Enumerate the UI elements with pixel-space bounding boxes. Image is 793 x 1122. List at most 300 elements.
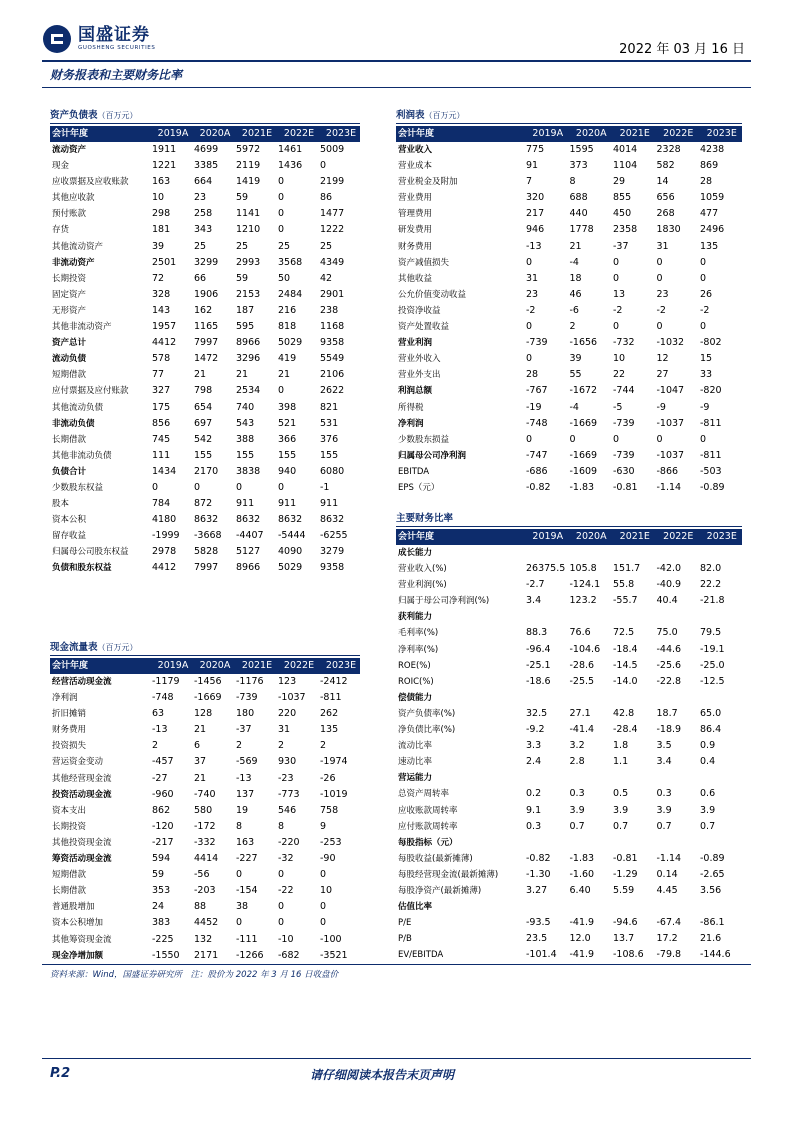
header-year: 2021E bbox=[241, 128, 273, 139]
row-value: 0 bbox=[278, 869, 285, 881]
row-label: 每股净资产(最新摊薄) bbox=[398, 885, 482, 896]
row-value: 175 bbox=[152, 401, 171, 413]
row-value: -748 bbox=[152, 692, 174, 704]
row-value: 66 bbox=[194, 272, 207, 284]
row-value: 1472 bbox=[194, 353, 219, 365]
row-value: -820 bbox=[700, 385, 722, 397]
row-label: EBITDA bbox=[398, 466, 430, 477]
row-value: 27.1 bbox=[569, 707, 591, 719]
row-value: -25.5 bbox=[569, 675, 595, 687]
row-value: -1.14 bbox=[656, 852, 682, 864]
row-value: -802 bbox=[700, 337, 722, 349]
row-value: 0.7 bbox=[700, 820, 716, 832]
row-label: ROE(%) bbox=[398, 660, 431, 671]
row-label: 资产总计 bbox=[52, 338, 87, 349]
row-value: 12.0 bbox=[569, 933, 591, 945]
row-label: 归属于母公司净利润(%) bbox=[398, 596, 490, 607]
table-row bbox=[396, 206, 742, 222]
row-value: 0.6 bbox=[700, 788, 716, 800]
row-value bbox=[613, 835, 657, 851]
row-value: 5549 bbox=[320, 353, 345, 365]
row-value: -55.7 bbox=[613, 595, 638, 607]
row-value: -21.8 bbox=[700, 595, 725, 607]
row-value: 39 bbox=[152, 240, 165, 252]
table-row bbox=[50, 222, 360, 238]
row-value: 654 bbox=[194, 401, 213, 413]
row-value: 88 bbox=[194, 901, 207, 913]
row-value: 4238 bbox=[700, 144, 725, 155]
row-label: 应收票据及应收账款 bbox=[52, 177, 129, 188]
row-value: 4412 bbox=[152, 337, 177, 349]
row-value: -739 bbox=[613, 449, 635, 461]
row-value: 132 bbox=[194, 933, 213, 945]
row-label: 资产减值损失 bbox=[398, 257, 450, 268]
row-value: 23.5 bbox=[526, 933, 548, 945]
row-label: 长期借款 bbox=[52, 434, 87, 445]
row-value: 105.8 bbox=[569, 563, 597, 575]
table-row bbox=[50, 754, 360, 770]
row-value: 162 bbox=[194, 304, 213, 316]
row-value: -3521 bbox=[320, 949, 348, 961]
row-value: 13 bbox=[613, 288, 626, 300]
row-value: 25 bbox=[236, 240, 249, 252]
table-row bbox=[50, 480, 360, 496]
row-value: -100 bbox=[320, 933, 342, 945]
row-value: 8632 bbox=[194, 514, 219, 526]
row-value: -104.6 bbox=[569, 643, 601, 655]
row-value: 181 bbox=[152, 224, 171, 236]
row-label: 偿债能力 bbox=[398, 692, 433, 703]
row-value: 0 bbox=[278, 192, 285, 204]
row-value: 32.5 bbox=[526, 707, 548, 719]
table-title bbox=[396, 511, 742, 527]
row-value: 946 bbox=[526, 224, 545, 236]
row-value: 298 bbox=[152, 208, 171, 220]
row-value: -5 bbox=[613, 401, 623, 413]
row-label: 营业费用 bbox=[398, 193, 433, 204]
row-value: 664 bbox=[194, 176, 213, 188]
row-value: 86.4 bbox=[700, 724, 722, 736]
row-value: 77 bbox=[152, 369, 165, 381]
row-label: 每股收益(最新摊薄) bbox=[398, 853, 473, 864]
row-label: 投资损失 bbox=[52, 741, 87, 752]
row-label: 普通股增加 bbox=[52, 902, 95, 913]
balance-sheet-table bbox=[50, 108, 360, 577]
header-year: 2021E bbox=[619, 531, 650, 542]
row-value: -1047 bbox=[656, 385, 685, 397]
row-label: 筹资活动现金流 bbox=[52, 854, 112, 865]
row-value: -2 bbox=[526, 304, 536, 316]
row-value: -1669 bbox=[569, 417, 598, 429]
row-value: -1.29 bbox=[613, 868, 638, 880]
row-value: 4452 bbox=[194, 917, 219, 929]
data-source-note: 资料来源：Wind，国盛证券研究所 注：股价为 2022 年 3 月 16 日收盘价 bbox=[50, 970, 339, 980]
row-value: -2 bbox=[700, 304, 710, 316]
table-row bbox=[396, 738, 742, 754]
table-row bbox=[396, 609, 742, 625]
row-value: 5029 bbox=[278, 337, 303, 349]
row-value: -866 bbox=[656, 465, 679, 477]
row-value: -217 bbox=[152, 836, 174, 848]
row-label: 营业利润 bbox=[398, 338, 433, 349]
row-value: 151.7 bbox=[613, 563, 641, 575]
row-value: -56 bbox=[194, 869, 210, 881]
row-value: 0.2 bbox=[526, 788, 542, 800]
row-value: 86 bbox=[320, 192, 333, 204]
table-row bbox=[396, 255, 742, 271]
table-row bbox=[396, 770, 742, 786]
table-header-row bbox=[396, 126, 742, 142]
table-row bbox=[50, 674, 360, 690]
row-value: 3.5 bbox=[656, 740, 672, 752]
row-value: 1059 bbox=[700, 192, 725, 204]
table-row bbox=[50, 738, 360, 754]
row-value: 2 bbox=[236, 740, 243, 752]
row-value: 2.4 bbox=[526, 756, 542, 768]
row-value bbox=[526, 609, 570, 625]
row-value: 2 bbox=[152, 740, 159, 752]
row-value: 1221 bbox=[152, 160, 177, 172]
row-value: -740 bbox=[194, 788, 216, 800]
cash-flow-table bbox=[50, 640, 360, 964]
row-value: 376 bbox=[320, 433, 339, 445]
row-value: 2 bbox=[569, 321, 576, 333]
row-value: -111 bbox=[236, 933, 258, 945]
row-value: -13 bbox=[152, 724, 168, 736]
table-row bbox=[50, 787, 360, 803]
row-value: 0 bbox=[526, 353, 533, 365]
row-value: -1656 bbox=[569, 337, 598, 349]
header-label: 会计年度 bbox=[398, 532, 435, 542]
row-label: 净负债比率(%) bbox=[398, 725, 456, 736]
row-value: 6080 bbox=[320, 465, 345, 477]
row-value: 0 bbox=[236, 481, 243, 493]
row-value: 155 bbox=[236, 449, 255, 461]
row-value: -1.30 bbox=[526, 868, 551, 880]
table-title-text: 主要财务比率 bbox=[396, 513, 454, 524]
row-label: 净利润 bbox=[52, 693, 78, 704]
row-value: 578 bbox=[152, 353, 171, 365]
header-year: 2020A bbox=[575, 531, 607, 542]
row-value: 0.9 bbox=[700, 740, 716, 752]
row-value: 1830 bbox=[656, 224, 681, 236]
table-row bbox=[50, 544, 360, 560]
table-row bbox=[396, 239, 742, 255]
row-value: 388 bbox=[236, 433, 255, 445]
header-year: 2022E bbox=[663, 128, 694, 139]
row-value: 10 bbox=[320, 885, 333, 897]
row-label: 公允价值变动收益 bbox=[398, 289, 467, 300]
row-value: -41.9 bbox=[569, 917, 595, 929]
row-value bbox=[570, 609, 614, 625]
row-value: 19 bbox=[236, 804, 249, 816]
row-value: 25 bbox=[320, 240, 333, 252]
row-value: 784 bbox=[152, 498, 171, 510]
table-row bbox=[50, 158, 360, 174]
row-value: 88.3 bbox=[526, 627, 548, 639]
row-value: 1419 bbox=[236, 176, 261, 188]
row-value: 0 bbox=[278, 481, 285, 493]
row-value: 2622 bbox=[320, 385, 345, 397]
row-value: 59 bbox=[236, 272, 249, 284]
row-value: 37 bbox=[194, 756, 207, 768]
row-label: 所得税 bbox=[398, 402, 424, 413]
row-value bbox=[700, 899, 744, 915]
row-value: -332 bbox=[194, 836, 216, 848]
row-label: 无形资产 bbox=[52, 305, 87, 316]
row-label: 其他投资现金流 bbox=[52, 837, 112, 848]
table-unit: （百万元） bbox=[97, 643, 138, 652]
table-row bbox=[50, 303, 360, 319]
row-label: 短期借款 bbox=[52, 870, 87, 881]
row-value: 143 bbox=[152, 304, 171, 316]
row-label: 成长能力 bbox=[398, 548, 433, 558]
row-value: -773 bbox=[278, 788, 300, 800]
row-value: 17.2 bbox=[656, 933, 678, 945]
row-value: -1266 bbox=[236, 949, 264, 961]
row-value: 1141 bbox=[236, 208, 261, 220]
row-value: 1.1 bbox=[613, 756, 629, 768]
row-value: -101.4 bbox=[526, 949, 557, 961]
row-value: 4412 bbox=[152, 562, 177, 574]
row-value: 31 bbox=[656, 240, 669, 252]
row-value: 123 bbox=[278, 676, 297, 687]
table-row bbox=[396, 658, 742, 674]
row-value: 343 bbox=[194, 224, 213, 236]
row-value bbox=[613, 545, 657, 561]
row-value: 1911 bbox=[152, 144, 177, 155]
row-value: 656 bbox=[656, 192, 675, 204]
row-label: 速动比率 bbox=[398, 757, 433, 768]
row-value: -1.83 bbox=[569, 852, 595, 864]
row-value: 3.9 bbox=[700, 804, 716, 816]
row-value: 76.6 bbox=[569, 627, 591, 639]
row-value: 2501 bbox=[152, 256, 177, 268]
row-value: 697 bbox=[194, 417, 213, 429]
table-row bbox=[50, 512, 360, 528]
table-row bbox=[396, 722, 742, 738]
row-value: 580 bbox=[194, 804, 213, 816]
row-value: 23 bbox=[526, 288, 539, 300]
row-value: 2 bbox=[320, 740, 327, 752]
row-label: 营业外收入 bbox=[398, 354, 441, 365]
row-value: 3.4 bbox=[526, 595, 542, 607]
table-row bbox=[396, 271, 742, 287]
row-value: 155 bbox=[194, 449, 213, 461]
row-value: 0.3 bbox=[526, 820, 542, 832]
table-row bbox=[396, 835, 742, 851]
row-value: 0.4 bbox=[700, 756, 716, 768]
row-value: -1179 bbox=[152, 676, 180, 687]
table-row bbox=[50, 722, 360, 738]
table-title bbox=[50, 108, 360, 124]
table-row bbox=[50, 851, 360, 867]
row-value: 137 bbox=[236, 788, 255, 800]
row-value: 7997 bbox=[194, 562, 219, 574]
row-value: 21 bbox=[569, 240, 582, 252]
row-value: 3838 bbox=[236, 465, 261, 477]
row-value: 1436 bbox=[278, 160, 303, 172]
row-value: -120 bbox=[152, 820, 174, 832]
row-label: 毛利率(%) bbox=[398, 628, 439, 639]
table-row bbox=[50, 400, 360, 416]
row-value: 9 bbox=[320, 820, 327, 832]
row-value: -4 bbox=[569, 401, 579, 413]
row-value: -108.6 bbox=[613, 949, 644, 961]
row-value: 22.2 bbox=[700, 579, 722, 591]
row-label: 非流动负债 bbox=[52, 418, 95, 429]
row-value: -94.6 bbox=[613, 917, 638, 929]
row-value: 328 bbox=[152, 288, 171, 300]
table-row bbox=[396, 803, 742, 819]
row-value: 1104 bbox=[613, 160, 638, 172]
table-row bbox=[396, 577, 742, 593]
row-label: 少数股东损益 bbox=[398, 434, 450, 445]
table-title-text: 利润表 bbox=[396, 110, 425, 121]
row-label: 负债合计 bbox=[52, 466, 87, 477]
row-value: 155 bbox=[320, 449, 339, 461]
table-row bbox=[396, 674, 742, 690]
row-value: -1037 bbox=[656, 417, 685, 429]
row-value: 258 bbox=[194, 208, 213, 220]
row-label: 估值比率 bbox=[398, 902, 433, 913]
row-value: 0 bbox=[236, 869, 243, 881]
row-value: 477 bbox=[700, 208, 719, 220]
row-value: 542 bbox=[194, 433, 213, 445]
row-value: -42.0 bbox=[656, 563, 682, 575]
row-label: 资本公积 bbox=[52, 515, 87, 526]
row-value: -811 bbox=[700, 417, 722, 429]
row-value: 72 bbox=[152, 272, 165, 284]
row-value: 320 bbox=[526, 192, 545, 204]
row-value: 0 bbox=[320, 901, 327, 913]
row-value: 40.4 bbox=[656, 595, 678, 607]
row-label: 应付票据及应付账款 bbox=[52, 386, 129, 397]
row-label: 每股指标（元） bbox=[398, 837, 458, 848]
row-value: 0 bbox=[194, 481, 201, 493]
row-value: 2978 bbox=[152, 546, 177, 558]
row-value: 383 bbox=[152, 917, 171, 929]
row-value: 1.8 bbox=[613, 740, 629, 752]
table-row bbox=[50, 206, 360, 222]
row-value: 4180 bbox=[152, 514, 177, 526]
row-value: 531 bbox=[320, 417, 339, 429]
row-value: 862 bbox=[152, 804, 171, 816]
row-value: 3296 bbox=[236, 353, 261, 365]
table-header-row bbox=[396, 529, 742, 545]
row-label: 总资产周转率 bbox=[398, 789, 450, 800]
row-value: 4014 bbox=[613, 144, 638, 155]
row-value: 163 bbox=[152, 176, 171, 188]
row-value: 42 bbox=[320, 272, 333, 284]
row-value: 0 bbox=[569, 433, 576, 445]
section-title: 财务报表和主要财务比率 bbox=[50, 68, 183, 82]
row-value: 3.3 bbox=[526, 740, 542, 752]
row-label: 其他筹资现金流 bbox=[52, 934, 112, 945]
row-value bbox=[526, 770, 570, 786]
row-value: 25 bbox=[278, 240, 291, 252]
row-label: 每股经营现金流(最新摊薄) bbox=[398, 869, 499, 880]
table-row bbox=[50, 287, 360, 303]
row-value: 1222 bbox=[320, 224, 345, 236]
row-value: 2496 bbox=[700, 224, 725, 236]
row-value: 0 bbox=[613, 321, 620, 333]
row-value: 5029 bbox=[278, 562, 303, 574]
row-value: -93.5 bbox=[526, 917, 551, 929]
table-row bbox=[50, 190, 360, 206]
row-value: 4349 bbox=[320, 256, 345, 268]
row-value: 2993 bbox=[236, 256, 261, 268]
row-value: -19 bbox=[526, 401, 542, 413]
table-row bbox=[396, 480, 742, 496]
row-value: -12.5 bbox=[700, 675, 725, 687]
row-value: -9 bbox=[656, 401, 666, 413]
row-value: 123.2 bbox=[569, 595, 597, 607]
header-divider bbox=[42, 60, 751, 62]
table-row bbox=[50, 690, 360, 706]
table-row bbox=[50, 528, 360, 544]
row-value: 6 bbox=[194, 740, 201, 752]
page-number: P.2 bbox=[50, 1066, 71, 1081]
row-value bbox=[570, 770, 614, 786]
row-value: -811 bbox=[700, 449, 722, 461]
row-value: -9 bbox=[700, 401, 710, 413]
row-value bbox=[657, 770, 701, 786]
row-value: -225 bbox=[152, 933, 174, 945]
row-value: 21 bbox=[194, 724, 207, 736]
table-row bbox=[50, 271, 360, 287]
table-row bbox=[50, 367, 360, 383]
row-value: 1461 bbox=[278, 144, 303, 155]
row-value: -682 bbox=[278, 949, 300, 961]
header-year: 2021E bbox=[241, 660, 273, 671]
row-value: 23 bbox=[656, 288, 669, 300]
table-header-row bbox=[50, 126, 360, 142]
row-value: 0 bbox=[700, 321, 707, 333]
row-value: 745 bbox=[152, 433, 171, 445]
row-value: 1906 bbox=[194, 288, 219, 300]
logo-mark-icon bbox=[42, 24, 72, 54]
table-row bbox=[50, 416, 360, 432]
row-value: 72.5 bbox=[613, 627, 635, 639]
table-row bbox=[50, 174, 360, 190]
footer-divider bbox=[42, 964, 751, 965]
row-label: 归属母公司净利润 bbox=[398, 450, 467, 461]
row-value: 111 bbox=[152, 449, 171, 461]
table-row bbox=[50, 706, 360, 722]
row-value: 8 bbox=[236, 820, 243, 832]
header-year: 2019A bbox=[157, 660, 189, 671]
row-value: 91 bbox=[526, 160, 539, 172]
row-value: -23 bbox=[278, 772, 294, 784]
row-value: 26 bbox=[700, 288, 713, 300]
row-value: -0.89 bbox=[700, 481, 725, 493]
row-value: 31 bbox=[526, 272, 539, 284]
row-label: 股本 bbox=[52, 499, 70, 510]
row-label: 资本支出 bbox=[52, 805, 87, 816]
header-label: 会计年度 bbox=[398, 129, 435, 139]
row-label: 其他收益 bbox=[398, 273, 433, 284]
table-row bbox=[50, 335, 360, 351]
row-value: -1032 bbox=[656, 337, 685, 349]
table-row bbox=[396, 174, 742, 190]
row-value: 775 bbox=[526, 144, 545, 155]
row-value: 3299 bbox=[194, 256, 219, 268]
row-value bbox=[700, 690, 744, 706]
report-date: 2022 年 03 月 16 日 bbox=[619, 42, 745, 57]
row-value: 55 bbox=[569, 369, 582, 381]
row-value: 0 bbox=[278, 224, 285, 236]
